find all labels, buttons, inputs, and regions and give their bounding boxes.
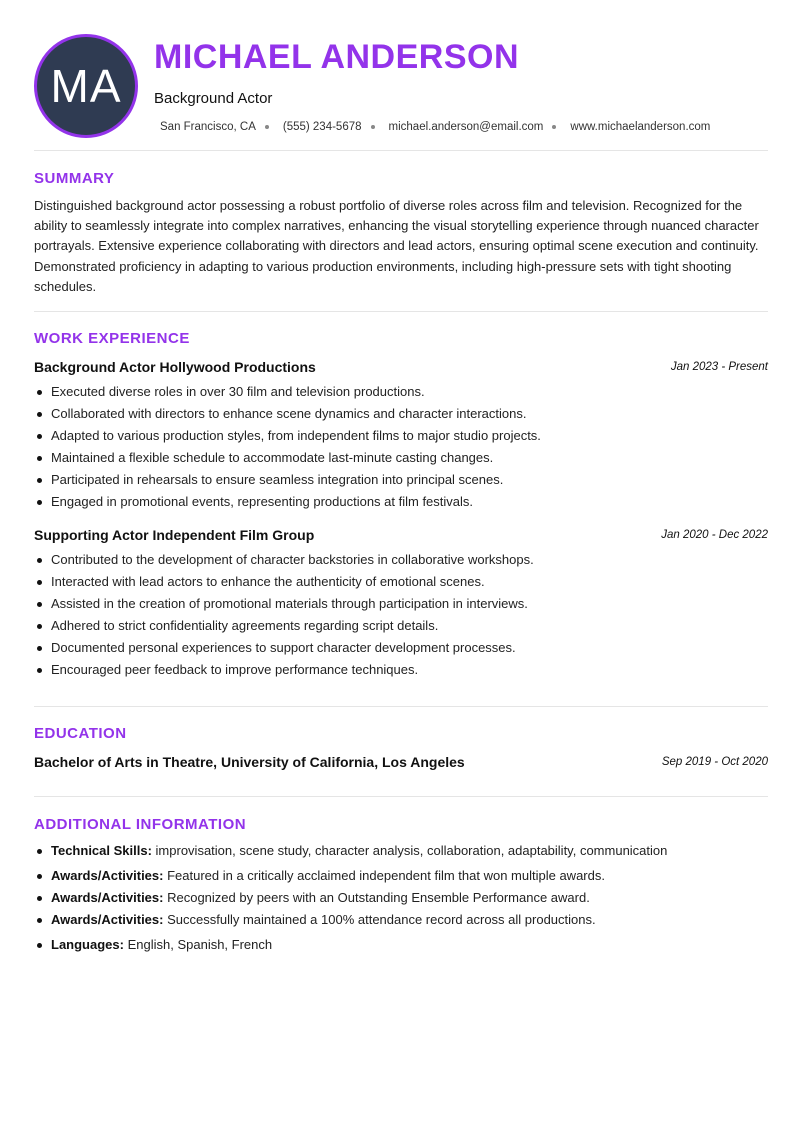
summary-text: Distinguished background actor possessing a robust portfolio of diverse roles across film and television. Recognized for the ability to seamlessly integrate into complex narratives, enhancing the visual storytelling experience through nuanced character portrayals. Extensive experience collaborating with directors and lead actors, ensuring optimal scene execution and continuity. Demonstrated proficiency in adapting to various production environments, including high-pressure sets with tight shooting schedules. <box>34 198 759 294</box>
item-label: Awards/Activities: <box>51 912 164 927</box>
separator-dot-icon <box>371 125 375 129</box>
item-label: Technical Skills: <box>51 843 152 858</box>
item-text: English, Spanish, French <box>127 937 273 952</box>
list-item: Executed diverse roles in over 30 film and television productions. <box>34 381 768 403</box>
job-1-title: Background Actor Hollywood Productions <box>34 359 316 375</box>
job-1-bullets <box>34 381 768 513</box>
education-date: Sep 2019 - Oct 2020 <box>661 756 768 768</box>
list-item: Encouraged peer feedback to improve performance techniques. <box>34 659 768 681</box>
item-label: Languages: <box>51 937 124 952</box>
list-item: Participated in rehearsals to ensure seamless integration into principal scenes. <box>34 469 768 491</box>
education-heading: EDUCATION <box>34 725 127 742</box>
job-1-date: Jan 2023 - Present <box>670 361 768 373</box>
item-text: Successfully maintained a 100% attendance record across all productions. <box>167 912 596 927</box>
contact-email[interactable]: michael.anderson@email.com <box>389 121 571 133</box>
item-text: Featured in a critically acclaimed independent film that won multiple awards. <box>167 868 605 883</box>
separator-dot-icon <box>552 125 556 129</box>
list-item <box>34 934 768 956</box>
contact-location: San Francisco, CA <box>160 121 283 133</box>
item-text: improvisation, scene study, character analysis, collaboration, adaptability, communication <box>155 843 668 858</box>
divider <box>34 706 768 707</box>
contact-website[interactable]: www.michaelanderson.com <box>570 121 711 133</box>
additional-information-heading: ADDITIONAL INFORMATION <box>34 816 247 833</box>
item-label: Awards/Activities: <box>51 890 164 905</box>
list-item: Engaged in promotional events, representing productions at film festivals. <box>34 491 768 513</box>
candidate-name: MICHAEL ANDERSON <box>154 38 520 76</box>
divider <box>34 150 768 151</box>
job-2-bullets <box>34 549 768 681</box>
list-item: Collaborated with directors to enhance scene dynamics and character interactions. <box>34 403 768 425</box>
separator-dot-icon <box>265 125 269 129</box>
job-2-date: Jan 2020 - Dec 2022 <box>661 529 768 541</box>
list-item <box>34 887 768 909</box>
job-2-title: Supporting Actor Independent Film Group <box>34 527 315 543</box>
resume-header <box>34 34 768 138</box>
education-degree: Bachelor of Arts in Theatre, University of California, Los Angeles <box>34 754 465 770</box>
contact-info <box>160 121 710 133</box>
divider <box>34 796 768 797</box>
list-item: Adapted to various production styles, from independent films to major studio projects. <box>34 425 768 447</box>
list-item: Documented personal experiences to support character development processes. <box>34 637 768 659</box>
additional-information-list <box>34 840 768 956</box>
list-item <box>34 865 768 887</box>
work-experience-heading: WORK EXPERIENCE <box>34 330 190 347</box>
list-item: Assisted in the creation of promotional materials through participation in interviews. <box>34 593 768 615</box>
list-item: Adhered to strict confidentiality agreements regarding script details. <box>34 615 768 637</box>
contact-phone: (555) 234-5678 <box>283 121 389 133</box>
avatar: MA <box>34 34 138 138</box>
list-item <box>34 840 768 862</box>
item-text: Recognized by peers with an Outstanding Ensemble Performance award. <box>167 890 590 905</box>
summary-heading: SUMMARY <box>34 170 115 187</box>
list-item: Maintained a flexible schedule to accommodate last-minute casting changes. <box>34 447 768 469</box>
list-item: Contributed to the development of character backstories in collaborative workshops. <box>34 549 768 571</box>
item-label: Awards/Activities: <box>51 868 164 883</box>
job-title-headline: Background Actor <box>154 90 273 107</box>
list-item <box>34 909 768 931</box>
list-item: Interacted with lead actors to enhance the authenticity of emotional scenes. <box>34 571 768 593</box>
divider <box>34 311 768 312</box>
